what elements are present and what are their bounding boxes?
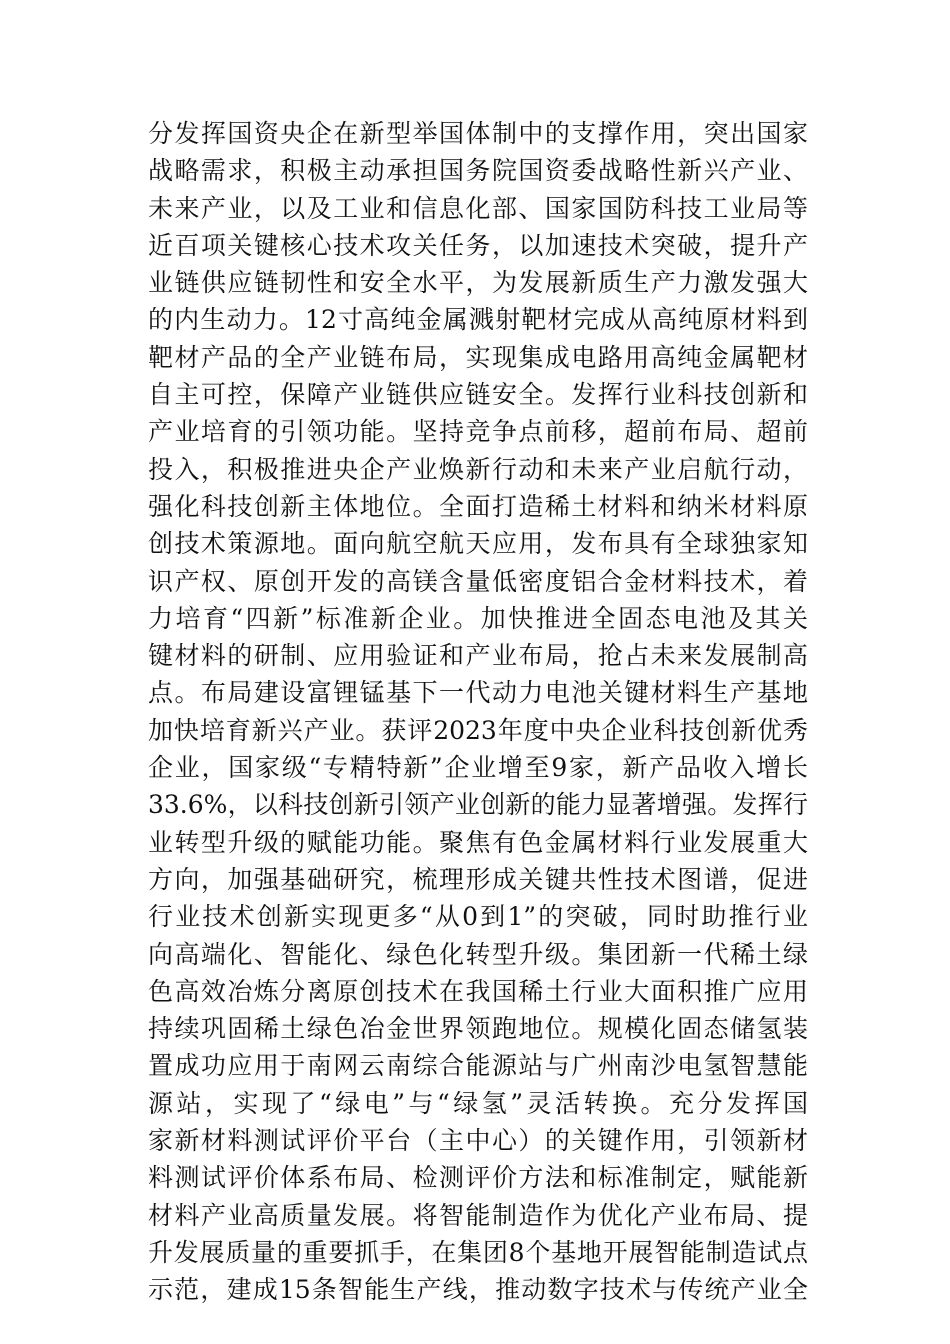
text-line: 靶材产品的全产业链布局，实现集成电路用高纯金属靶材 bbox=[148, 342, 808, 372]
text-line: 业转型升级的赋能功能。聚焦有色金属材料行业发展重大 bbox=[148, 827, 808, 857]
text-line: 家新材料测试评价平台（主中心）的关键作用，引领新材 bbox=[148, 1126, 808, 1156]
text-line: 识产权、原创开发的高镁含量低密度铝合金材料技术，着 bbox=[148, 566, 808, 596]
text-line: 的内生动力。12寸高纯金属溅射靶材完成从高纯原材料到 bbox=[148, 305, 808, 335]
text-line: 战略需求，积极主动承担国务院国资委战略性新兴产业、 bbox=[148, 156, 808, 186]
text-line: 材料产业高质量发展。将智能制造作为优化产业布局、提 bbox=[148, 1200, 808, 1230]
text-line: 分发挥国资央企在新型举国体制中的支撑作用，突出国家 bbox=[148, 119, 808, 148]
text-line: 自主可控，保障产业链供应链安全。发挥行业科技创新和 bbox=[148, 380, 808, 410]
text-line: 加快培育新兴产业。获评2023年度中央企业科技创新优秀 bbox=[148, 715, 808, 745]
text-line: 升发展质量的重要抓手，在集团8个基地开展智能制造试点 bbox=[148, 1237, 808, 1267]
text-line: 点。布局建设富锂锰基下一代动力电池关键材料生产基地 bbox=[148, 678, 808, 708]
text-line: 企业，国家级“专精特新”企业增至9家，新产品收入增长 bbox=[148, 753, 808, 783]
text-line: 投入，积极推进央企产业焕新行动和未来产业启航行动， bbox=[148, 454, 808, 484]
text-line: 料测试评价体系布局、检测评价方法和标准制定，赋能新 bbox=[148, 1163, 808, 1193]
text-line: 持续巩固稀土绿色冶金世界领跑地位。规模化固态储氢装 bbox=[148, 1014, 808, 1044]
text-line: 行业技术创新实现更多“从0到1”的突破，同时助推行业 bbox=[148, 902, 808, 932]
text-line: 示范，建成15条智能生产线，推动数字技术与传统产业全 bbox=[148, 1275, 808, 1305]
text-line: 置成功应用于南网云南综合能源站与广州南沙电氢智慧能 bbox=[148, 1051, 808, 1081]
text-line: 强化科技创新主体地位。全面打造稀土材料和纳米材料原 bbox=[148, 491, 808, 521]
text-line: 键材料的研制、应用验证和产业布局，抢占未来发展制高 bbox=[148, 641, 808, 671]
text-line: 力培育“四新”标准新企业。加快推进全固态电池及其关 bbox=[148, 603, 808, 633]
text-line: 方向，加强基础研究，梳理形成关键共性技术图谱，促进 bbox=[148, 864, 808, 894]
text-line: 业链供应链韧性和安全水平，为发展新质生产力激发强大 bbox=[148, 268, 808, 298]
text-line: 产业培育的引领功能。坚持竞争点前移，超前布局、超前 bbox=[148, 417, 808, 447]
text-line: 创技术策源地。面向航空航天应用，发布具有全球独家知 bbox=[148, 529, 808, 559]
text-line: 未来产业，以及工业和信息化部、国家国防科技工业局等 bbox=[148, 193, 808, 223]
text-line: 色高效冶炼分离原创技术在我国稀土行业大面积推广应用 bbox=[148, 976, 808, 1006]
text-line: 33.6%，以科技创新引领产业创新的能力显著增强。发挥行 bbox=[148, 790, 808, 820]
text-line: 源站，实现了“绿电”与“绿氢”灵活转换。充分发挥国 bbox=[148, 1088, 808, 1118]
body-paragraph bbox=[148, 115, 808, 1309]
text-line: 向高端化、智能化、绿色化转型升级。集团新一代稀土绿 bbox=[148, 939, 808, 969]
text-line: 近百项关键核心技术攻关任务，以加速技术突破，提升产 bbox=[148, 230, 808, 260]
